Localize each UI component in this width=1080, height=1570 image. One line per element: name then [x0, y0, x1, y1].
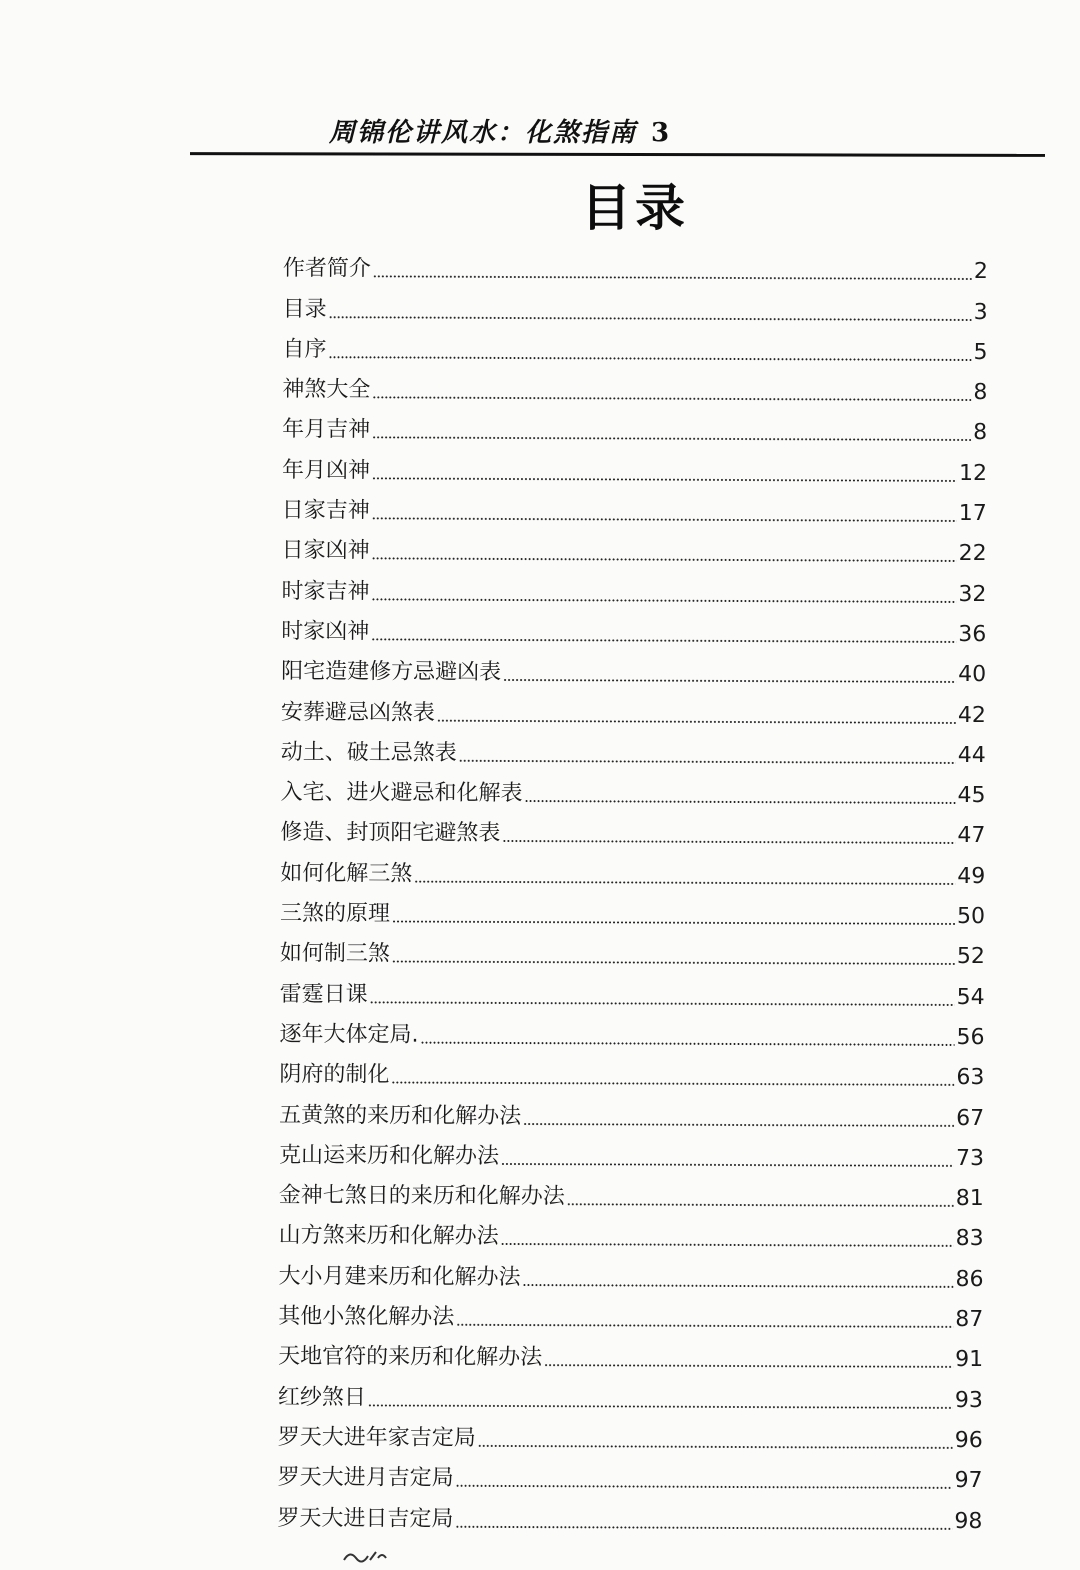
toc-dot-leader	[373, 276, 972, 281]
toc-entry	[277, 1489, 982, 1532]
toc-entry-label: 年月吉神	[282, 417, 371, 443]
toc-entry	[283, 280, 988, 323]
toc-entry-label: 目录	[282, 296, 327, 322]
toc-entry-label: 阴府的制化	[279, 1062, 390, 1088]
toc-dot-leader	[372, 437, 971, 442]
toc-entry	[279, 1127, 984, 1170]
toc-dot-leader	[371, 598, 956, 603]
toc-entry-label: 安葬避忌凶煞表	[280, 699, 436, 726]
toc-dot-leader	[567, 1203, 954, 1207]
toc-entry-page: 97	[954, 1468, 983, 1494]
toc-entry-label: 时家吉神	[281, 578, 370, 605]
toc-entry-label: 动土、破土忌煞表	[280, 739, 457, 766]
toc-entry-page: 96	[954, 1427, 983, 1453]
toc-entry-page: 63	[956, 1065, 985, 1091]
toc-entry	[280, 844, 985, 887]
toc-entry-page: 81	[955, 1186, 984, 1212]
toc-entry-page: 5	[973, 339, 988, 365]
toc-dot-leader	[544, 1364, 953, 1368]
toc-entry-page: 2	[973, 259, 988, 285]
toc-dot-leader	[502, 840, 955, 844]
toc-entry-label: 修造、封顶阳宅避煞表	[280, 820, 501, 847]
toc-dot-leader	[455, 1525, 952, 1529]
toc-dot-leader	[437, 719, 956, 723]
toc-entry-page: 56	[956, 1024, 985, 1051]
toc-entry-label: 金神七煞日的来历和化解办法	[278, 1183, 565, 1210]
toc-entry-label: 作者简介	[282, 256, 371, 282]
toc-entry-page: 47	[957, 823, 986, 849]
toc-entry-page: 8	[973, 380, 988, 406]
toc-dot-leader	[372, 558, 957, 563]
toc-entry	[282, 401, 987, 444]
toc-entry-page: 73	[955, 1145, 985, 1171]
toc-entry-page: 12	[958, 460, 988, 486]
cut-off-text-mark	[340, 1548, 388, 1564]
toc-entry-page: 52	[956, 944, 985, 970]
toc-entry	[279, 1086, 984, 1129]
toc-entry	[279, 1167, 984, 1210]
toc-entry-label: 三煞的原理	[280, 901, 391, 927]
toc-entry-label: 山方煞来历和化解办法	[278, 1223, 499, 1250]
toc-dot-leader	[414, 880, 955, 884]
toc-entry-label: 克山运来历和化解办法	[278, 1142, 500, 1169]
toc-entry-page: 32	[958, 581, 987, 607]
toc-entry-page: 91	[955, 1347, 984, 1373]
toc-entry-page: 42	[957, 702, 986, 728]
toc-entry-page: 67	[956, 1105, 985, 1131]
toc-entry	[278, 1247, 983, 1290]
toc-dot-leader	[392, 961, 955, 965]
toc-dot-leader	[420, 1042, 954, 1046]
toc-entry-label: 日家凶神	[281, 538, 370, 564]
toc-entry-page: 83	[955, 1226, 984, 1252]
toc-entry-label: 天地官符的来历和化解办法	[278, 1344, 543, 1371]
toc-entry	[278, 1449, 983, 1492]
toc-dot-leader	[329, 356, 972, 361]
toc-entry	[282, 361, 987, 404]
toc-dot-leader	[456, 1324, 953, 1328]
toc-entry-page: 98	[954, 1508, 983, 1534]
toc-dot-leader	[368, 1404, 953, 1409]
toc-dot-leader	[501, 1163, 954, 1167]
toc-entry-label: 红纱煞日	[277, 1384, 367, 1410]
toc-entry	[281, 724, 986, 767]
toc-dot-leader	[329, 316, 972, 321]
toc-dot-leader	[372, 477, 957, 482]
toc-entry	[282, 482, 987, 525]
toc-entry-page: 45	[957, 783, 986, 809]
toc-entry	[278, 1328, 983, 1371]
toc-dot-leader	[501, 1243, 954, 1247]
toc-entry-label: 日家吉神	[281, 498, 370, 524]
book-title: 周锦伦讲风水：化煞指南	[328, 118, 637, 148]
toc-dot-leader	[370, 1001, 955, 1006]
toc-dot-leader	[391, 1082, 954, 1086]
running-header	[0, 112, 1000, 149]
toc-entry	[281, 603, 986, 646]
toc-entry	[278, 1409, 983, 1452]
toc-dot-leader	[371, 638, 956, 643]
toc-entry-label: 阳宅造建修方忌避凶表	[281, 659, 502, 686]
toc-entry	[282, 522, 987, 565]
page-number: 3	[650, 118, 672, 148]
toc-dot-leader	[456, 1485, 953, 1489]
toc-entry	[282, 321, 987, 364]
toc-entry-page: 17	[958, 501, 987, 527]
toc-entry-page: 3	[973, 299, 988, 325]
toc-entry	[283, 240, 988, 283]
toc-entry-label: 雷霆日课	[279, 981, 368, 1008]
toc-entry	[281, 764, 986, 807]
toc-entry	[279, 1046, 984, 1089]
toc-entry	[280, 925, 985, 968]
toc-entry-label: 逐年大体定局.	[279, 1021, 419, 1048]
toc-entry	[278, 1368, 983, 1411]
toc-entry-label: 其他小煞化解办法	[278, 1304, 455, 1330]
toc-entry-page: 93	[954, 1387, 983, 1413]
toc-entry-label: 时家凶神	[281, 618, 370, 645]
toc-title: 目录	[581, 179, 689, 237]
toc-entry-page: 8	[973, 420, 988, 446]
toc-entry-label: 罗天大进日吉定局	[277, 1505, 454, 1532]
toc-entry-label: 年月凶神	[281, 457, 371, 484]
toc-entry-label: 如何化解三煞	[280, 860, 413, 887]
toc-entry-page: 36	[958, 621, 987, 648]
toc-entry-page: 44	[957, 742, 986, 768]
toc-dot-leader	[392, 921, 955, 925]
toc-dot-leader	[372, 517, 957, 522]
toc-entry-label: 神煞大全	[282, 377, 371, 403]
toc-entry	[280, 885, 985, 928]
toc-dot-leader	[459, 760, 956, 764]
toc-entry-page: 87	[955, 1306, 984, 1333]
toc-entry-label: 大小月建来历和化解办法	[278, 1263, 521, 1290]
toc-entry	[279, 1006, 984, 1049]
toc-entry	[280, 965, 985, 1008]
toc-entry-page: 40	[958, 662, 987, 688]
table-of-contents	[277, 240, 988, 1533]
toc-dot-leader	[503, 679, 956, 683]
toc-dot-leader	[372, 397, 971, 402]
toc-entry	[280, 804, 985, 847]
header-rule	[190, 152, 1045, 157]
toc-dot-leader	[523, 1123, 954, 1127]
toc-entry-page: 86	[955, 1266, 984, 1292]
toc-entry	[282, 441, 987, 484]
toc-entry	[278, 1288, 983, 1331]
toc-entry-page: 54	[956, 984, 985, 1010]
toc-dot-leader	[478, 1445, 953, 1449]
toc-entry-label: 罗天大进年家吉定局	[277, 1424, 476, 1451]
toc-entry	[281, 643, 986, 686]
toc-entry-label: 自序	[282, 336, 327, 363]
toc-entry-label: 入宅、进火避忌和化解表	[280, 780, 523, 807]
toc-entry	[281, 562, 986, 605]
toc-entry-label: 五黄煞的来历和化解办法	[279, 1102, 522, 1129]
toc-entry-page: 22	[958, 541, 987, 567]
toc-entry	[281, 683, 986, 726]
toc-entry	[279, 1207, 984, 1250]
toc-entry-label: 罗天大进月吉定局	[277, 1465, 454, 1491]
toc-dot-leader	[525, 800, 956, 804]
toc-entry-page: 49	[957, 863, 986, 889]
toc-entry-label: 如何制三煞	[279, 941, 390, 967]
toc-dot-leader	[522, 1284, 953, 1288]
toc-entry-page: 50	[957, 903, 986, 930]
